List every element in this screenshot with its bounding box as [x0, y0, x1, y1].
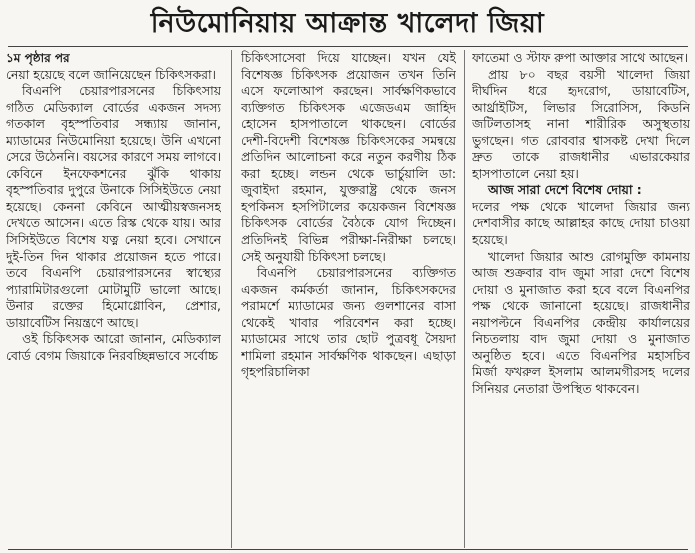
paragraph: নেয়া হয়েছে বলে জানিয়েছেন চিকিৎসকরা। [6, 66, 216, 82]
bottom-rule [8, 549, 688, 550]
column-divider [231, 50, 232, 548]
paragraph: প্রায় ৮০ বছর বয়সী খালেদা জিয়া দীর্ঘদিন ধরে হৃদরোগ, ডায়াবেটিস, আর্থ্রাইটিস, লিভার সিরোসিস, কিডনি জটিলতাসহ নানা শারীরিক অসুস্থতায় ভুগছেন। গত রোববার শ্বাসকষ্ট দেখা দিলে দ্রুত তাকে রাজধানীর এভারকেয়ার হাসপাতালে নেয়া হয়। [472, 66, 690, 181]
article-column-3 [472, 50, 690, 548]
paragraph: ফাতেমা ও স্টাফ রুপা আক্তার সাথে আছেন। [472, 50, 688, 65]
continued-marker: ১ম পৃষ্ঠার পর [6, 51, 70, 65]
paragraph: ওই চিকিৎসক আরো জানান, মেডিক্যাল বোর্ড বেগম জিয়াকে নিরবচ্ছিন্নভাবে সর্বোচ্চ [6, 331, 221, 363]
article-column-1 [6, 50, 221, 548]
headline: নিউমোনিয়ায় আক্রান্ত খালেদা জিয়া [150, 8, 545, 39]
paragraph: খালেদা জিয়ার আশু রোগমুক্তি কামনায় আজ শুক্রবার বাদ জুমা সারা দেশে বিশেষ দোয়া ও মুনাজাত করা হবে বলে বিএনপির পক্ষ থেকে জানানো হয়েছে। রাজধানীর নয়াপল্টনে বিএনপির কেন্দ্রীয় কার্যালয়ের নিচতলায় বাদ জুমা দোয়া ও মুনাজাত অনুষ্ঠিত হবে। এতে বিএনপির মহাসচিব মির্জা ফখরুল ইসলাম আলমগীরসহ দলের সিনিয়র নেতারা উপস্থিত থাকবেন। [472, 248, 690, 396]
paragraph: দলের পক্ষ থেকে খালেদা জিয়ার জন্য দেশবাসীর কাছে আল্লাহর কাছে দোয়া চাওয়া হয়েছে। [472, 198, 690, 248]
paragraph: চিকিৎসাসেবা দিয়ে যাচ্ছেন। যখন যেই বিশেষজ্ঞ চিকিৎসক প্রয়োজন তখন তিনি এসে ফলোআপ করছেন। সার্বক্ষণিকভাবে ব্যক্তিগত চিকিৎসক এজেডএম জাহিদ হোসেন হাসপাতালে থাকছেন। বোর্ডের দেশী-বিদেশী বিশেষজ্ঞ চিকিৎসকের সমন্বয়ে প্রতিদিন আলোচনা করে নতুন করণীয় ঠিক করা হচ্ছে। লন্ডন থেকে ভার্চুয়ালি ডা: জুবাইদা রহমান, যুক্তরাষ্ট্র থেকে জনস হপকিনস হসপিটালের কয়েকজন বিশেষজ্ঞ চিকিৎসক বোর্ডের বৈঠকে যোগ দিচ্ছেন। প্রতিদিনই বিভিন্ন পরীক্ষা-নিরীক্ষা চলছে। সেই অনুযায়ী চিকিৎসা চলছে। [241, 50, 456, 264]
paragraph: বিএনপি চেয়ারপারসনের চিকিৎসায় গঠিত মেডিক্যাল বোর্ডের একজন সদস্য গতকাল বৃহস্পতিবার সন্ধ্যায় জানান, ম্যাডামের নিউমোনিয়া হয়েছে। উনি এখনো সেরে উঠেননি। বয়সের কারণে সময় লাগবে। কেবিনে ইনফেকশনের ঝুঁকি থাকায় বৃহস্পতিবার দুপুরে উনাকে সিসিইউতে নেয়া হয়েছে। কেননা কেবিনে আত্মীয়স্বজনসহ দেখতে আসেন। এতে রিস্ক থেকে যায়। আর সিসিইউতে বিশেষ যত্ন নেয়া হবে। সেখানে দুই-তিন দিন থাকার প্রয়োজন হতে পারে। তবে বিএনপি চেয়ারপারসনের স্বাস্থ্যের প্যারামিটারগুলো মোটামুটি ভালো আছে। উনার রক্তের হিমোগ্লোবিন, প্রেশার, ডায়াবেটিস নিয়ন্ত্রণে আছে। [6, 83, 221, 330]
subheading: আজ সারা দেশে বিশেষ দোয়া : [488, 182, 642, 198]
column-divider [464, 50, 465, 548]
paragraph: বিএনপি চেয়ারপারসনের ব্যক্তিগত একজন কর্মকর্তা জানান, চিকিৎসকদের পরামর্শে ম্যাডামের জন্য গুলশানের বাসা থেকেই খাবার পরিবেশন করা হচ্ছে। ম্যাডামের সাথে তার ছোট পুত্রবধূ সৈয়দা শামিলা রহমান সার্বক্ষণিক থাকছেন। এছাড়া গৃহপরিচালিকা [241, 265, 456, 380]
article-column-2 [241, 50, 456, 548]
headline-rule [8, 46, 688, 47]
